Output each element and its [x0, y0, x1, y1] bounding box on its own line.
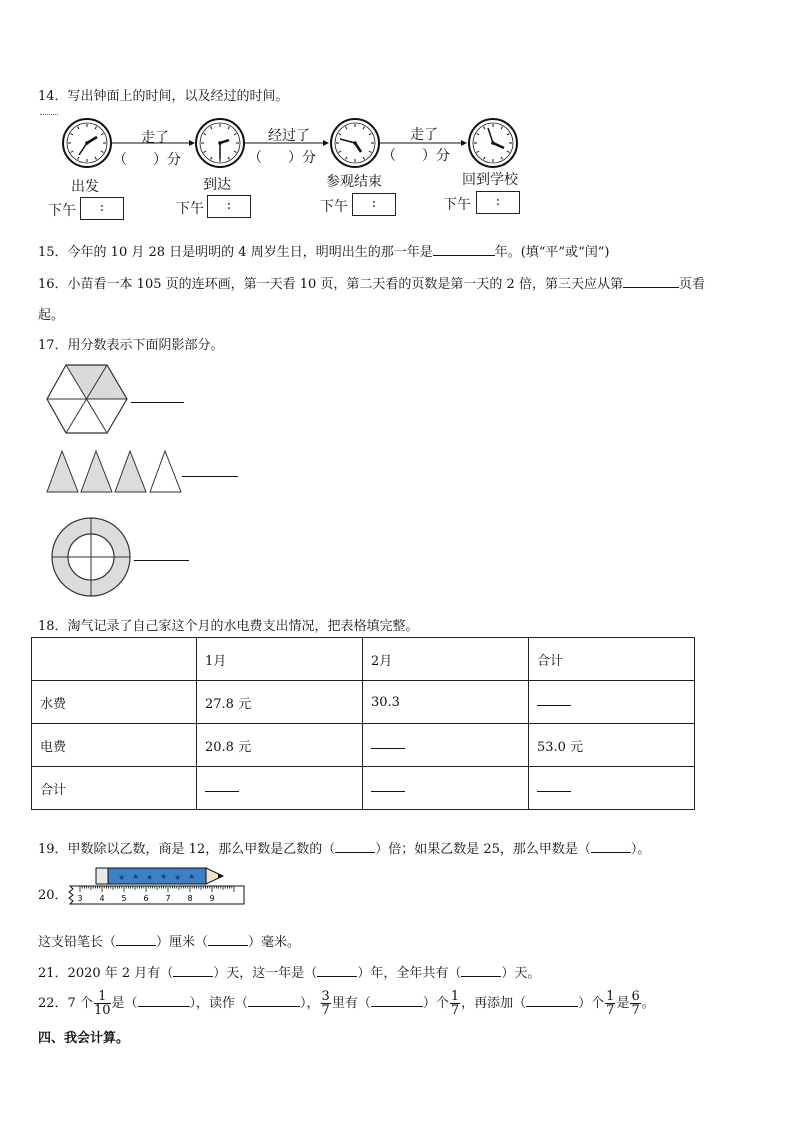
- svg-text:★: ★: [174, 873, 182, 882]
- table-cell: 30.3: [363, 681, 529, 724]
- q19-text: 19．甲数除以乙数，商是 12，那么甲数是乙数的（ ）倍；如果乙数是 25，那么甲数是（ ）。: [38, 842, 651, 857]
- pm-label-3: 下午: [320, 199, 348, 215]
- q20-blank-cm[interactable]: [116, 933, 156, 946]
- q16-answer-blank[interactable]: [623, 275, 679, 288]
- svg-text:★: ★: [118, 873, 126, 882]
- fraction: $\frac{1}{10}$: [93, 989, 111, 1018]
- table-row: [32, 724, 695, 767]
- table-header-row: [32, 638, 695, 681]
- clock-icon: [469, 119, 517, 167]
- clock-icon: [331, 119, 379, 167]
- utility-fee-table: [31, 637, 695, 810]
- q18-text: 18．淘气记录了自己家这个月的水电费支出情况，把表格填完整。: [38, 619, 419, 634]
- arrow-label-2: 经过了: [268, 128, 310, 144]
- hexagon-answer-blank[interactable]: [131, 402, 184, 403]
- q22-blank-2[interactable]: [248, 994, 300, 1007]
- hexagon-figure: [46, 364, 128, 434]
- q20-text: 这支铅笔长（ ）厘米（ ）毫米。: [38, 935, 301, 950]
- q17-text: 17．用分数表示下面阴影部分。: [38, 338, 224, 353]
- pm-label-1: 下午: [48, 203, 76, 219]
- table-row: [32, 681, 695, 724]
- q20-number: 20．: [38, 888, 68, 903]
- q22-blank-3[interactable]: [371, 994, 423, 1007]
- minutes-blank-2[interactable]: （ ）分: [248, 150, 316, 166]
- time-box-2[interactable]: :: [207, 195, 251, 218]
- ruler-tick-label: 4: [99, 894, 105, 903]
- place-label-4: 回到学校: [462, 172, 518, 188]
- fraction: $\frac{3}{7}$: [321, 989, 330, 1018]
- table-header-cell: 2月: [363, 638, 529, 681]
- time-box-1[interactable]: :: [80, 197, 124, 220]
- ruler-tick-label: 5: [121, 894, 127, 903]
- table-corner-cell: [32, 638, 197, 681]
- clock-icon: [63, 119, 111, 167]
- row-label-cell: 电费: [32, 724, 197, 767]
- q20-blank-mm[interactable]: [208, 933, 248, 946]
- ruler-tick-label: 9: [209, 894, 215, 903]
- q22-blank-1[interactable]: [138, 994, 190, 1007]
- triangles-figure: [46, 450, 186, 494]
- fraction: $\frac{1}{7}$: [606, 989, 615, 1018]
- place-label-3: 参观结束: [326, 174, 382, 190]
- answer-blank[interactable]: [371, 783, 405, 792]
- time-box-4[interactable]: :: [476, 191, 520, 214]
- ruler-body: [69, 886, 244, 904]
- q14-text: 14．写出钟面上的时间，以及经过的时间。: [38, 89, 289, 104]
- arrow-label-3: 走了: [410, 127, 438, 143]
- fraction: $\frac{6}{7}$: [631, 989, 640, 1018]
- triangles-answer-blank[interactable]: [182, 476, 238, 477]
- q21-text: 21．2020 年 2 月有（ ）天，这一年是（ ）年，全年共有（ ）天。: [38, 966, 541, 981]
- place-label-1: 出发: [71, 179, 99, 195]
- minutes-blank-1[interactable]: （ ）分: [113, 152, 181, 168]
- q22-text: 22．7 个 $\frac{1}{10}$ 是（ ），读作（ ）， $\frac{3}{7}$ 里有（ ）个 $\frac{1}{7}$ ，再添加（ ）个 $\frac{1}{7}$ 是 $\frac{6}{7}$ 。: [38, 989, 655, 1018]
- section-heading: 四、我会计算。: [38, 1031, 130, 1046]
- q19-blank-1[interactable]: [335, 840, 375, 853]
- table-header-cell: 1月: [197, 638, 363, 681]
- svg-text:★: ★: [188, 872, 196, 881]
- svg-text:★: ★: [146, 873, 154, 882]
- table-cell[interactable]: [197, 767, 363, 810]
- table-cell[interactable]: [529, 681, 695, 724]
- arrow-label-1: 走了: [141, 130, 169, 146]
- ruler-tick-label: 6: [143, 894, 149, 903]
- circle-figure: [50, 516, 132, 598]
- q21-blank-3[interactable]: [461, 964, 501, 977]
- table-cell: 20.8 元: [197, 724, 363, 767]
- answer-blank[interactable]: [537, 697, 571, 706]
- ruler-tick-label: 7: [165, 894, 171, 903]
- svg-text:★: ★: [160, 872, 168, 881]
- table-cell[interactable]: [529, 767, 695, 810]
- ruler-tick-label: 3: [77, 894, 83, 903]
- q21-blank-1[interactable]: [173, 964, 213, 977]
- table-cell[interactable]: [363, 767, 529, 810]
- q19-blank-2[interactable]: [591, 840, 631, 853]
- table-cell: 53.0 元: [529, 724, 695, 767]
- table-header-cell: 合计: [529, 638, 695, 681]
- answer-blank[interactable]: [537, 783, 571, 792]
- pm-label-4: 下午: [443, 197, 471, 213]
- pm-label-2: 下午: [176, 201, 204, 217]
- minutes-blank-3[interactable]: （ ）分: [382, 148, 450, 164]
- q16-text: 16．小苗看一本 105 页的连环画，第一天看 10 页，第二天看的页数是第一天的 2 倍，第三天应从第 页看: [38, 277, 705, 292]
- place-label-2: 到达: [203, 177, 231, 193]
- answer-blank[interactable]: [371, 740, 405, 749]
- table-cell: 27.8 元: [197, 681, 363, 724]
- q22-blank-4[interactable]: [526, 994, 578, 1007]
- ruler-tick-label: 8: [187, 894, 193, 903]
- time-box-3[interactable]: :: [352, 193, 396, 216]
- svg-text:★: ★: [132, 872, 140, 881]
- q21-blank-2[interactable]: [317, 964, 357, 977]
- clock-icon: [196, 119, 244, 167]
- row-label-cell: 水费: [32, 681, 197, 724]
- circle-answer-blank[interactable]: [134, 560, 189, 561]
- fraction: $\frac{1}{7}$: [450, 989, 460, 1018]
- q16-text-cont: 起。: [38, 308, 65, 323]
- table-row: [32, 767, 695, 810]
- row-label-cell: 合计: [32, 767, 197, 810]
- q15-answer-blank[interactable]: [433, 243, 495, 256]
- answer-blank[interactable]: [205, 783, 239, 792]
- table-cell[interactable]: [363, 724, 529, 767]
- pencil-ruler-figure: [66, 864, 248, 912]
- pencil-eraser: [96, 868, 108, 884]
- q15-text: 15．今年的 10 月 28 日是明明的 4 周岁生日，明明出生的那一年是 年。(填“平”或“闰”): [38, 245, 610, 260]
